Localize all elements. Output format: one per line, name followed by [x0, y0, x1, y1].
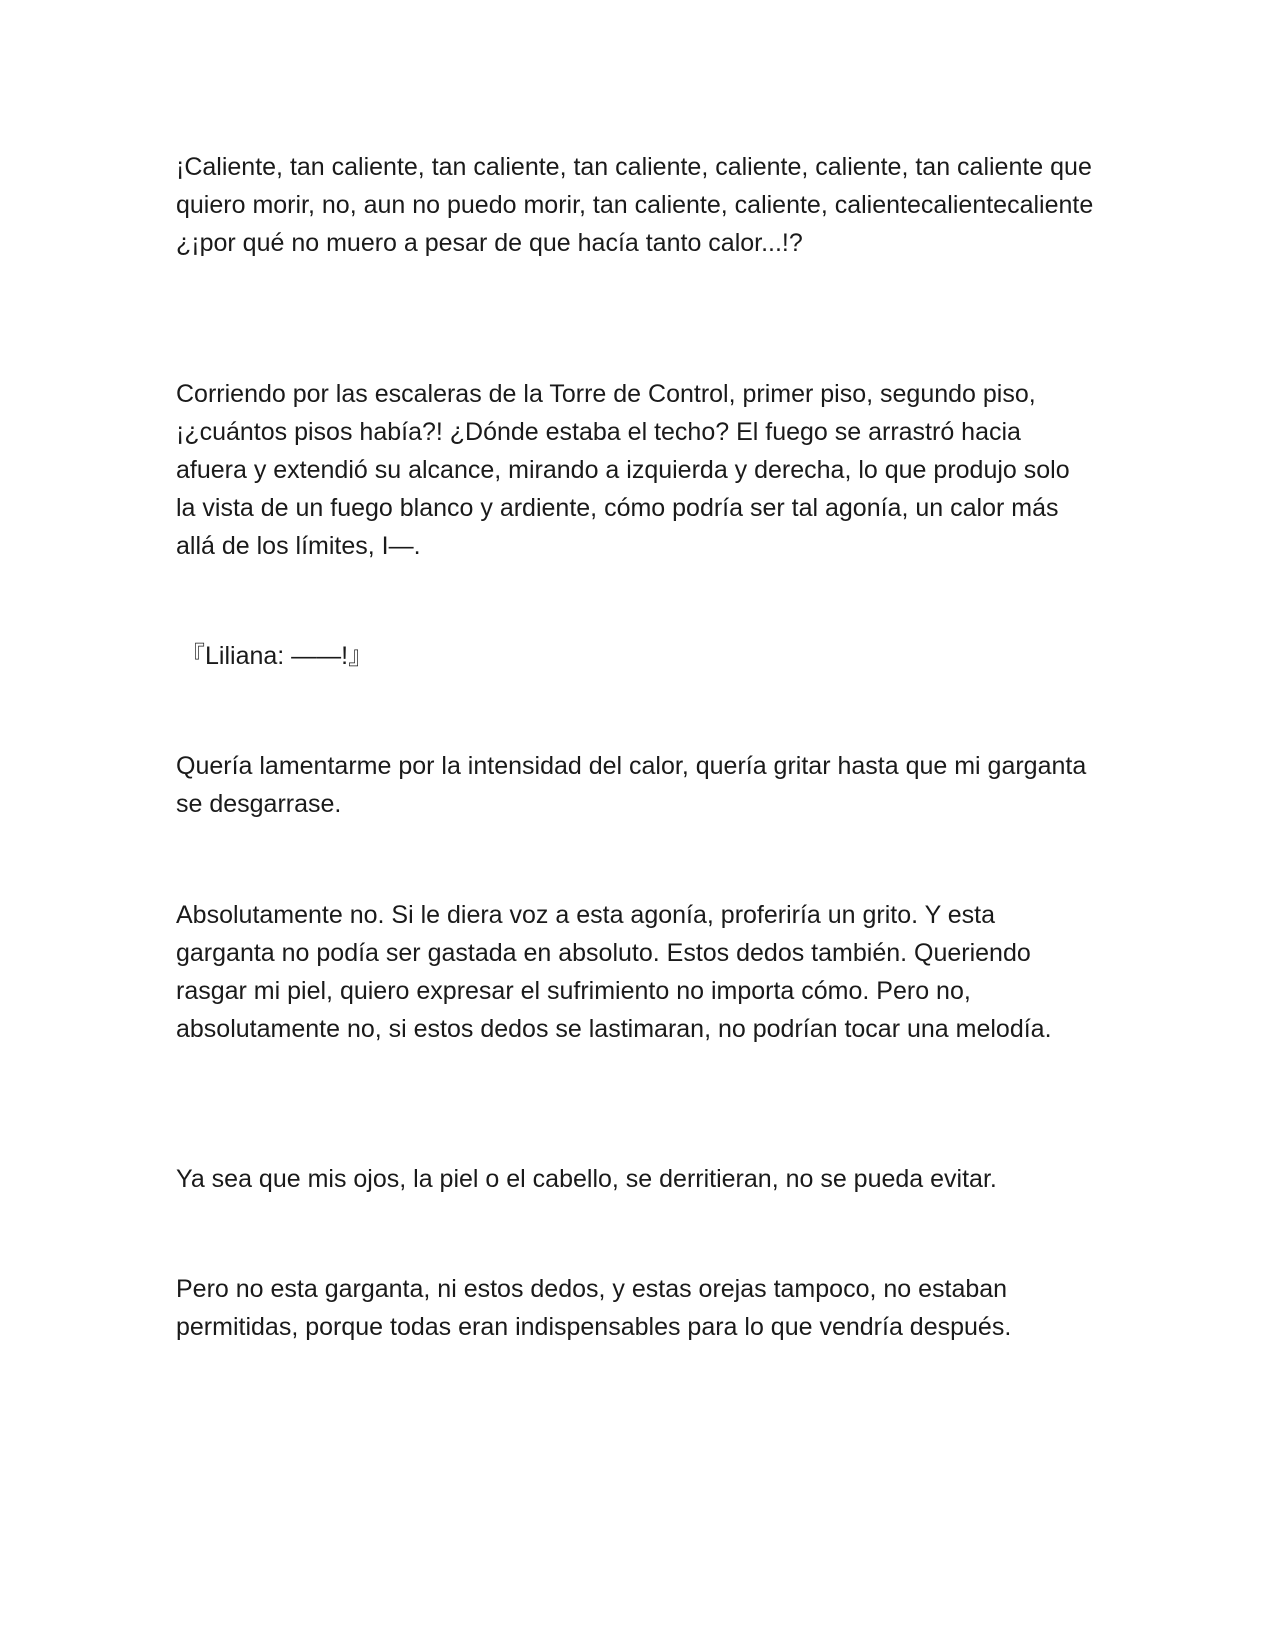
paragraph-heat-exclamation: ¡Caliente, tan caliente, tan caliente, tan caliente, caliente, caliente, tan caliente que quiero morir, no, aun no puedo morir, tan caliente, caliente, calientecalientecaliente ¿¡por qué no muero a pesar de que hacía tanto calor...!?: [176, 153, 1094, 257]
paragraph-eyes-skin-hair: Ya sea que mis ojos, la piel o el cabello, se derritieran, no se pueda evitar.: [176, 1165, 997, 1193]
paragraph-throat-fingers-ears: Pero no esta garganta, ni estos dedos, y estas orejas tampoco, no estaban permitidas, porque todas eran indispensables para lo que vendría después.: [176, 1275, 1012, 1341]
paragraph-control-tower-stairs: Corriendo por las escaleras de la Torre de Control, primer piso, segundo piso, ¡¿cuántos pisos había?! ¿Dónde estaba el techo? El fuego se arrastró hacia afuera y extendió su alcance, mirando a izquierda y derecha, lo que produjo solo la vista de un fuego blanco y ardiente, cómo podría ser tal agonía, un calor más allá de los límites, I—.: [176, 380, 1070, 560]
paragraph-absolutely-not: Absolutamente no. Si le diera voz a esta agonía, proferiría un grito. Y esta garganta no podía ser gastada en absoluto. Estos dedos también. Queriendo rasgar mi piel, quiero expresar el sufrimiento no importa cómo. Pero no, absolutamente no, si estos dedos se lastimaran, no podrían tocar una melodía.: [176, 901, 1052, 1043]
dialogue-liliana: 『Liliana: ——!』: [180, 642, 374, 670]
paragraph-lament: Quería lamentarme por la intensidad del calor, quería gritar hasta que mi garganta se desgarrase.: [176, 752, 1087, 818]
